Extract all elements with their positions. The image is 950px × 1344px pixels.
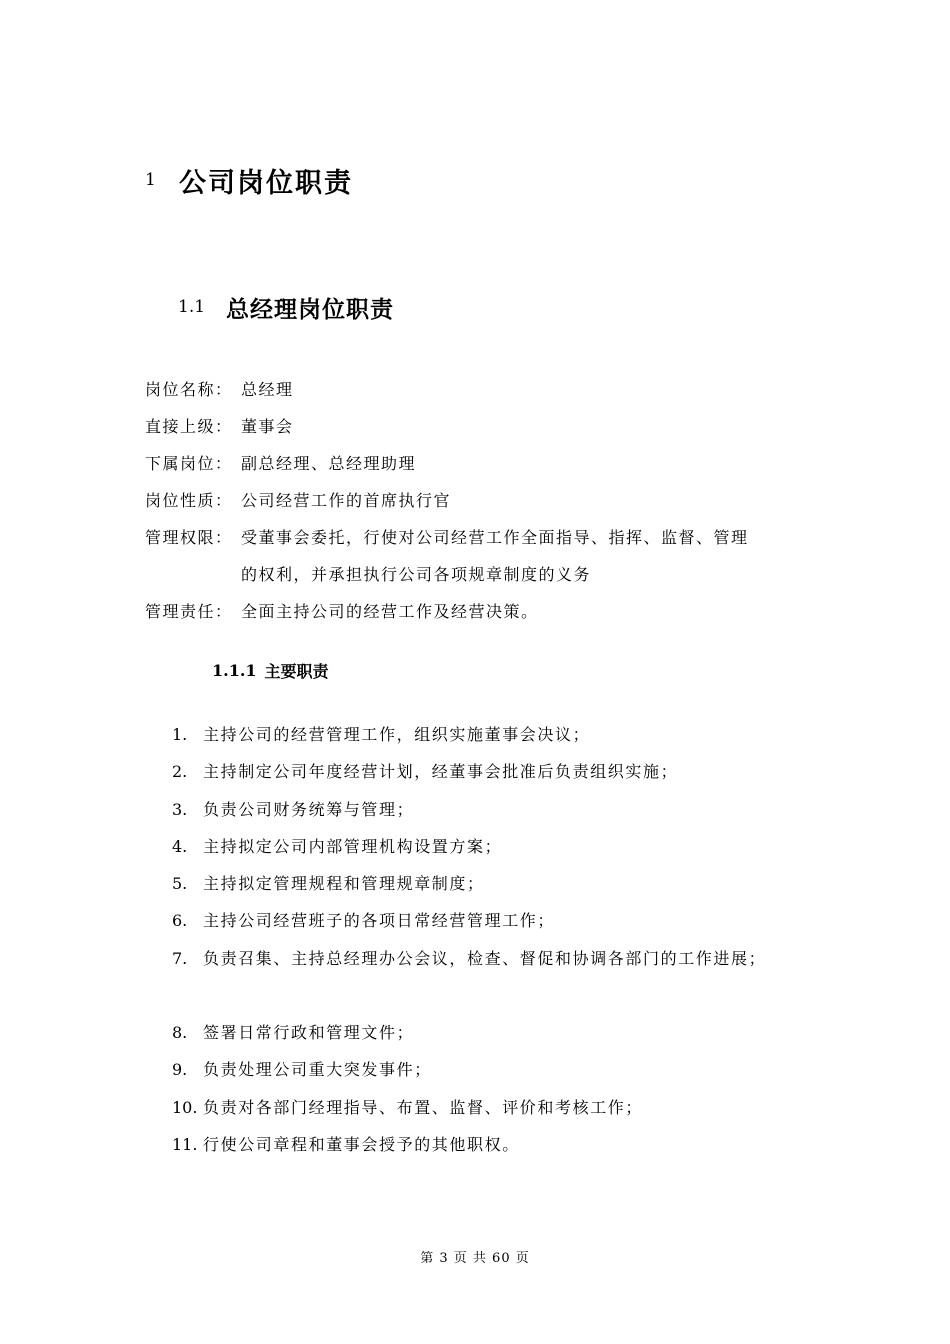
info-value: 受董事会委托，行使对公司经营工作全面指导、指挥、监督、管理 的权利，并承担执行公司各项规章制度的义务 <box>241 528 749 584</box>
heading-2 <box>178 288 394 326</box>
info-label: 管理责任： <box>145 602 233 621</box>
info-row-position-name <box>145 371 825 408</box>
heading-3 <box>212 656 329 684</box>
list-item: 8. 签署日常行政和管理文件； <box>172 1023 415 1043</box>
position-info <box>145 371 825 630</box>
info-row-nature <box>145 482 825 519</box>
list-item: 6. 主持公司经营班子的各项日常经营管理工作； <box>172 911 556 931</box>
info-label: 下属岗位： <box>145 454 233 473</box>
info-row-superior <box>145 408 825 445</box>
heading-2-number: 1.1 <box>178 297 206 317</box>
heading-3-number: 1.1.1 <box>212 660 257 680</box>
list-item: 10. 负责对各部门经理指导、布置、监督、评价和考核工作； <box>172 1097 644 1117</box>
list-item: 9. 负责处理公司重大突发事件； <box>172 1060 432 1080</box>
duties-list <box>172 716 832 1163</box>
info-value: 董事会 <box>241 417 294 436</box>
info-label: 直接上级： <box>145 417 233 436</box>
info-value: 全面主持公司的经营工作及经营决策。 <box>241 602 539 621</box>
list-item: 3. 负责公司财务统筹与管理； <box>172 799 415 819</box>
info-label: 岗位名称： <box>145 380 233 399</box>
info-label: 管理权限： <box>145 528 233 547</box>
heading-1-title: 公司岗位职责 <box>179 167 353 199</box>
list-item: 4. 主持拟定公司内部管理机构设置方案； <box>172 836 503 856</box>
page-footer: 第 3 页 共 60 页 <box>420 1251 530 1266</box>
info-label: 岗位性质： <box>145 491 233 510</box>
heading-3-title: 主要职责 <box>264 661 329 681</box>
heading-2-title: 总经理岗位职责 <box>226 296 394 323</box>
info-value: 公司经营工作的首席执行官 <box>241 491 452 510</box>
list-item: 1. 主持公司的经营管理工作，组织实施董事会决议； <box>172 725 591 744</box>
list-item: 11. 行使公司章程和董事会授予的其他职权。 <box>172 1134 520 1154</box>
info-row-responsibility <box>145 593 825 630</box>
list-item: 7. 负责召集、主持总经理办公会议，检查、督促和协调各部门的工作进展； <box>172 948 767 968</box>
info-value: 总经理 <box>241 380 294 399</box>
info-value: 副总经理、总经理助理 <box>241 454 417 473</box>
heading-1-number: 1 <box>145 170 156 190</box>
info-row-subordinates <box>145 445 825 482</box>
list-item: 5. 主持拟定管理规程和管理规章制度； <box>172 874 485 894</box>
heading-1 <box>145 158 353 202</box>
info-row-authority <box>145 519 825 593</box>
list-item: 2. 主持制定公司年度经营计划，经董事会批准后负责组织实施； <box>172 762 679 782</box>
